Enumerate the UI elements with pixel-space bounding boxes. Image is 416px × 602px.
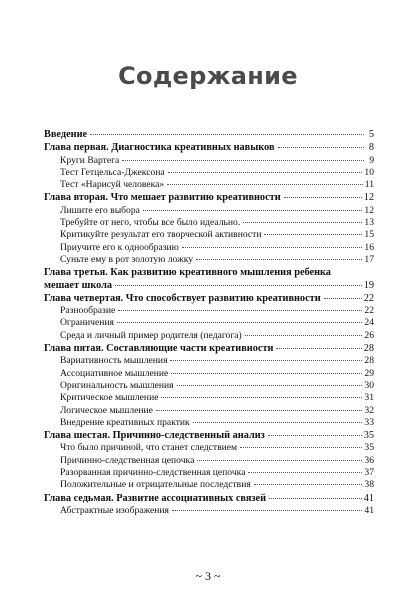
dot-leader (171, 373, 362, 374)
toc-entry-page: 5 (368, 129, 374, 140)
toc-entry-label: Ограничения (60, 317, 114, 329)
toc-section-entry[interactable] (60, 455, 374, 467)
toc-entry-page: 13 (364, 217, 374, 229)
toc-entry-label-line: Глава третья. Как развитию креативного мышления ребенка (44, 267, 331, 279)
toc-chapter-entry[interactable] (44, 293, 374, 305)
toc-entry-label: мешает школа (44, 279, 113, 291)
toc-entry-label: Суньте ему в рот золотую ложку (60, 253, 194, 265)
toc-entry-page: 32 (364, 404, 374, 416)
toc-section-entry[interactable] (60, 179, 374, 191)
toc-chapter-entry[interactable] (44, 343, 374, 355)
dot-leader (264, 234, 362, 235)
toc-entry-page: 28 (363, 343, 374, 355)
toc-entry-page: 26 (364, 329, 374, 341)
dot-leader (156, 410, 362, 411)
dot-leader (167, 184, 363, 185)
toc-entry-label: Разорванная причинно-следственная цепочка (60, 467, 246, 479)
toc-entry-label: Критическое мышление (60, 392, 159, 404)
dot-leader (248, 472, 362, 473)
toc-chapter-entry[interactable] (44, 142, 374, 154)
toc-entry-page: 10 (364, 166, 374, 178)
dot-leader (196, 259, 362, 260)
toc-chapter-entry[interactable] (44, 129, 374, 141)
dot-leader (254, 484, 363, 485)
toc-entry-label: Глава седьмая. Развитие ассоциативных связей (44, 492, 267, 504)
dot-leader (117, 322, 362, 323)
toc-section-entry[interactable] (60, 167, 374, 179)
dot-leader (276, 348, 361, 349)
toc-entry-page: 8 (368, 142, 374, 154)
toc-section-entry[interactable] (60, 205, 374, 217)
toc-entry-label: Круги Вартега (60, 154, 120, 166)
toc-entry-label: Причинно-следственная цепочка (60, 454, 195, 466)
toc-entry-label: Тест «Нарисуй человека» (60, 179, 165, 191)
toc-entry-page: 19 (363, 279, 374, 291)
toc-entry-page: 12 (363, 192, 374, 204)
toc-entry-page: 31 (364, 392, 374, 404)
toc-entry-label: Глава пятая. Составляющие части креативности (44, 343, 274, 355)
dot-leader (170, 360, 362, 361)
toc-entry-page: 16 (364, 241, 374, 253)
toc-entry-page: 28 (364, 355, 374, 367)
dot-leader (177, 385, 363, 386)
toc-entry-page: 22 (364, 305, 374, 317)
toc-section-entry[interactable] (60, 442, 374, 454)
toc-entry-page: 17 (364, 253, 374, 265)
toc-section-entry[interactable] (60, 254, 374, 266)
toc-section-entry[interactable] (60, 305, 374, 317)
dot-leader (90, 134, 364, 135)
toc-entry-page: 12 (364, 204, 374, 216)
toc-chapter-entry[interactable] (44, 192, 374, 204)
dot-leader (161, 397, 362, 398)
toc-section-entry[interactable] (60, 392, 374, 404)
toc-entry-page: 29 (364, 367, 374, 379)
page-number: ~ 3 ~ (195, 569, 221, 583)
toc-entry-page: 35 (364, 442, 374, 454)
dot-leader (240, 447, 362, 448)
dot-leader (243, 222, 362, 223)
table-of-contents (44, 129, 374, 517)
dot-leader (182, 247, 363, 248)
toc-entry-page: 30 (364, 379, 374, 391)
toc-entry-label: Глава первая. Диагностика креативных навыков (44, 142, 275, 154)
toc-entry-page: 24 (364, 317, 374, 329)
toc-entry-page: 41 (363, 492, 374, 504)
toc-entry-page: 11 (364, 179, 374, 191)
dot-leader (118, 310, 362, 311)
dot-leader (269, 498, 362, 499)
dot-leader (193, 422, 363, 423)
toc-section-entry[interactable] (60, 355, 374, 367)
toc-entry-page: 22 (363, 292, 374, 304)
toc-entry-label: Разнообразие (60, 305, 116, 317)
toc-entry-label: Лишите его выбора (60, 204, 140, 216)
toc-section-entry[interactable] (60, 479, 374, 491)
toc-entry-page: 33 (364, 416, 374, 428)
toc-entry-label: Что было причиной, что станет следствием (60, 442, 238, 454)
toc-entry-label: Вариативность мышления (60, 355, 168, 367)
toc-entry-page: 15 (364, 229, 374, 241)
toc-entry-page: 37 (364, 467, 374, 479)
toc-entry-label: Глава шестая. Причинно-следственный анализ (44, 430, 265, 442)
toc-entry-label: Абстрактные изображения (60, 504, 169, 516)
toc-section-entry[interactable] (60, 242, 374, 254)
dot-leader (122, 160, 364, 161)
dot-leader (324, 298, 362, 299)
toc-entry-page: 35 (363, 430, 374, 442)
dot-leader (143, 210, 363, 211)
toc-chapter-entry[interactable] (44, 430, 374, 442)
toc-entry-page: 36 (364, 454, 374, 466)
toc-entry-label: Оригинальность мышления (60, 379, 174, 391)
toc-entry-page: 41 (364, 504, 374, 516)
page-title: Содержание (118, 62, 298, 90)
toc-section-entry[interactable] (60, 380, 374, 392)
toc-entry-label: Глава четвертая. Что способствует развитию креативности (44, 292, 321, 304)
toc-chapter-entry[interactable] (44, 493, 374, 505)
toc-section-entry[interactable] (60, 405, 374, 417)
toc-entry-label: Введение (44, 129, 88, 140)
toc-section-entry[interactable] (60, 417, 374, 429)
toc-entry-label: Положительные и отрицательные последствия (60, 479, 251, 491)
toc-section-entry[interactable] (60, 229, 374, 241)
dot-leader (245, 335, 363, 336)
toc-section-entry[interactable] (60, 217, 374, 229)
toc-section-entry[interactable] (60, 368, 374, 380)
dot-leader (172, 510, 362, 511)
toc-entry-page: 9 (369, 154, 374, 166)
toc-entry-label: Среда и личный пример родителя (педагога) (60, 329, 242, 341)
toc-chapter-entry[interactable] (44, 267, 374, 292)
toc-section-entry[interactable] (60, 317, 374, 329)
dot-leader (284, 197, 362, 198)
toc-entry-label: Глава вторая. Что мешает развитию креативности (44, 192, 281, 204)
toc-entry-label: Требуйте от него, чтобы все было идеально. (60, 217, 241, 229)
toc-section-entry[interactable] (60, 155, 374, 167)
dot-leader (268, 435, 362, 436)
toc-entry-page: 38 (364, 479, 374, 491)
toc-entry-label: Критикуйте результат его творческой активности (60, 229, 262, 241)
toc-section-entry[interactable] (60, 505, 374, 517)
dot-leader (168, 172, 363, 173)
toc-entry-label: Ассоциативное мышление (60, 367, 169, 379)
toc-entry-label: Приучите его к однообразию (60, 241, 179, 253)
toc-entry-label: Внедрение креативных практик (60, 416, 190, 428)
toc-entry-label: Логическое мышление (60, 404, 153, 416)
toc-section-entry[interactable] (60, 330, 374, 342)
dot-leader (115, 285, 362, 286)
dot-leader (197, 460, 362, 461)
toc-entry-label: Тест Гетцельса-Джексона (60, 166, 165, 178)
dot-leader (278, 147, 364, 148)
toc-section-entry[interactable] (60, 467, 374, 479)
